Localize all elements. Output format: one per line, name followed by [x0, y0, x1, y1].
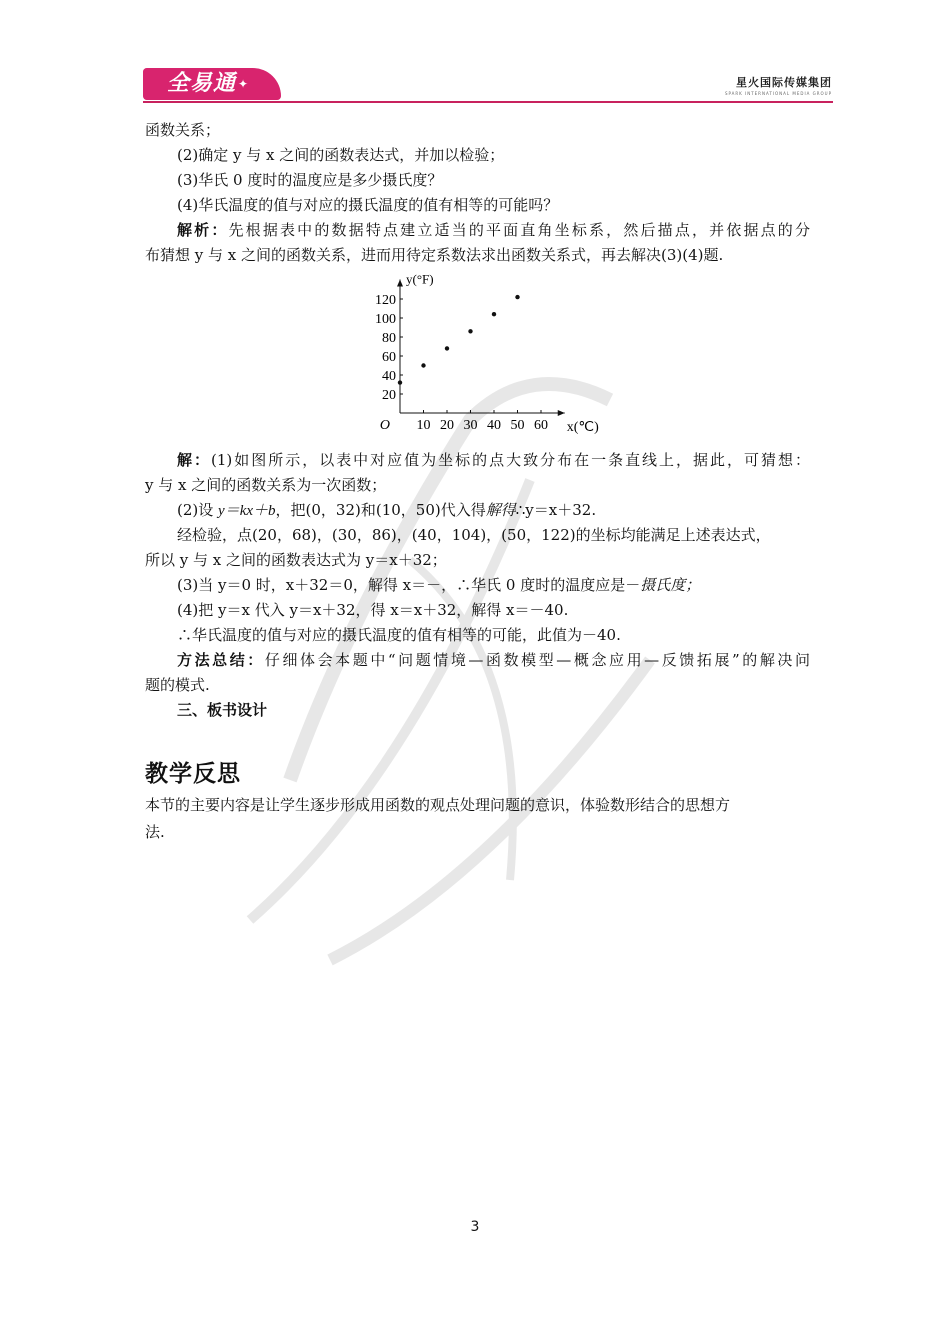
publisher-brand — [725, 74, 832, 96]
scatter-chart — [145, 268, 810, 448]
analysis-line-1 — [145, 218, 810, 243]
sol-3a: (2)设 — [177, 501, 219, 519]
data-point — [398, 380, 402, 384]
data-point — [515, 295, 519, 299]
analysis-label: 解析： — [177, 221, 229, 239]
y-axis-label: y(°F) — [406, 271, 434, 287]
y-tick-label: 40 — [382, 369, 396, 384]
reflection-text — [145, 792, 810, 846]
reflection-line-2: 法. — [145, 823, 165, 841]
sol-6a: (3)当 y＝0 时，x＋32＝0，解得 x＝－，∴华氏 0 度时的温度应是－ — [177, 576, 641, 594]
solution-label: 解： — [177, 451, 211, 469]
chart-svg — [375, 268, 615, 448]
y-tick-label: 20 — [382, 388, 396, 403]
origin-label: O — [379, 418, 390, 433]
x-tick-label: 50 — [510, 418, 525, 433]
x-axis-label: x(℃) — [566, 420, 599, 435]
question-3: (3)华氏 0 度时的温度应是多少摄氏度？ — [177, 171, 443, 189]
page-header — [0, 0, 950, 110]
y-axis-arrow — [397, 280, 403, 287]
y-tick-label: 120 — [375, 293, 396, 308]
solution-line-4: 经检验，点(20，68)，(30，86)，(40，104)，(50，122)的坐标均能满足上述表达式， — [177, 526, 771, 544]
sparkle-icon: ✦ — [238, 77, 250, 91]
solution-line-6 — [145, 573, 810, 598]
solution-line-1 — [145, 448, 810, 473]
y-tick-label: 100 — [375, 312, 396, 327]
method-label: 方法总结： — [177, 651, 265, 669]
solution-line-7: (4)把 y＝x 代入 y＝x＋32，得 x＝x＋32，解得 x＝－40. — [177, 601, 569, 619]
section-title: 教学反思 — [145, 761, 241, 787]
main-content — [145, 118, 810, 723]
brand-logo — [143, 68, 281, 100]
solution-line-5: 所以 y 与 x 之间的函数表达式为 y＝x＋32； — [145, 551, 447, 569]
method-line-2: 题的模式. — [145, 676, 210, 694]
solution-line-2: y 与 x 之间的函数关系为一次函数； — [145, 476, 387, 494]
sol-3c: ，把(0，32)和(10，50)代入得 — [275, 501, 486, 519]
header-divider — [143, 101, 833, 103]
data-point — [445, 346, 449, 350]
x-axis-arrow — [558, 410, 565, 416]
solution-text-1: (1)如图所示，以表中对应值为坐标的点大致分布在一条直线上，据此，可猜想： — [211, 451, 810, 469]
y-tick-label: 80 — [382, 331, 396, 346]
data-point — [492, 312, 496, 316]
x-tick-label: 60 — [534, 418, 548, 433]
text-line: 函数关系； — [145, 121, 221, 139]
analysis-text-1: 先根据表中的数据特点建立适当的平面直角坐标系，然后描点，并依据点的分 — [228, 221, 810, 239]
reflection-line-1: 本节的主要内容是让学生逐步形成用函数的观点处理问题的意识，体验数形结合的思想方 — [145, 796, 731, 814]
x-tick-label: 40 — [487, 418, 501, 433]
solution-line-3 — [145, 498, 810, 523]
sol-3b: y＝kx＋b — [218, 503, 276, 519]
sol-3e: ∴y＝x＋32. — [515, 501, 597, 519]
brand-name-cn: 星火国际传媒集团 — [736, 76, 832, 89]
solution-line-8: ∴华氏温度的值与对应的摄氏温度的值有相等的可能，此值为－40. — [177, 626, 621, 644]
question-4: (4)华氏温度的值与对应的摄氏温度的值有相等的可能吗？ — [177, 196, 559, 214]
brand-name-en: SPARK INTERNATIONAL MEDIA GROUP — [724, 91, 832, 96]
x-tick-label: 20 — [440, 418, 454, 433]
page-number: 3 — [470, 1219, 480, 1235]
logo-text: 全易通 — [167, 71, 237, 96]
x-tick-label: 30 — [463, 418, 478, 433]
analysis-line-2: 布猜想 y 与 x 之间的函数关系，进而用待定系数法求出函数关系式，再去解决(3)(4)题. — [145, 246, 724, 264]
sol-6b: 摄氏度； — [640, 578, 701, 594]
sol-3d: 解得 — [485, 503, 516, 519]
data-point — [468, 329, 472, 333]
question-2: (2)确定 y 与 x 之间的函数表达式，并加以检验； — [177, 146, 505, 164]
board-design-heading: 三、板书设计 — [177, 701, 268, 719]
method-text-1: 仔细体会本题中“问题情境—函数模型—概念应用—反馈拓展”的解决问 — [264, 651, 810, 669]
data-point — [421, 363, 425, 367]
y-tick-label: 60 — [382, 350, 396, 365]
method-line-1 — [145, 648, 810, 673]
x-tick-label: 10 — [416, 418, 431, 433]
